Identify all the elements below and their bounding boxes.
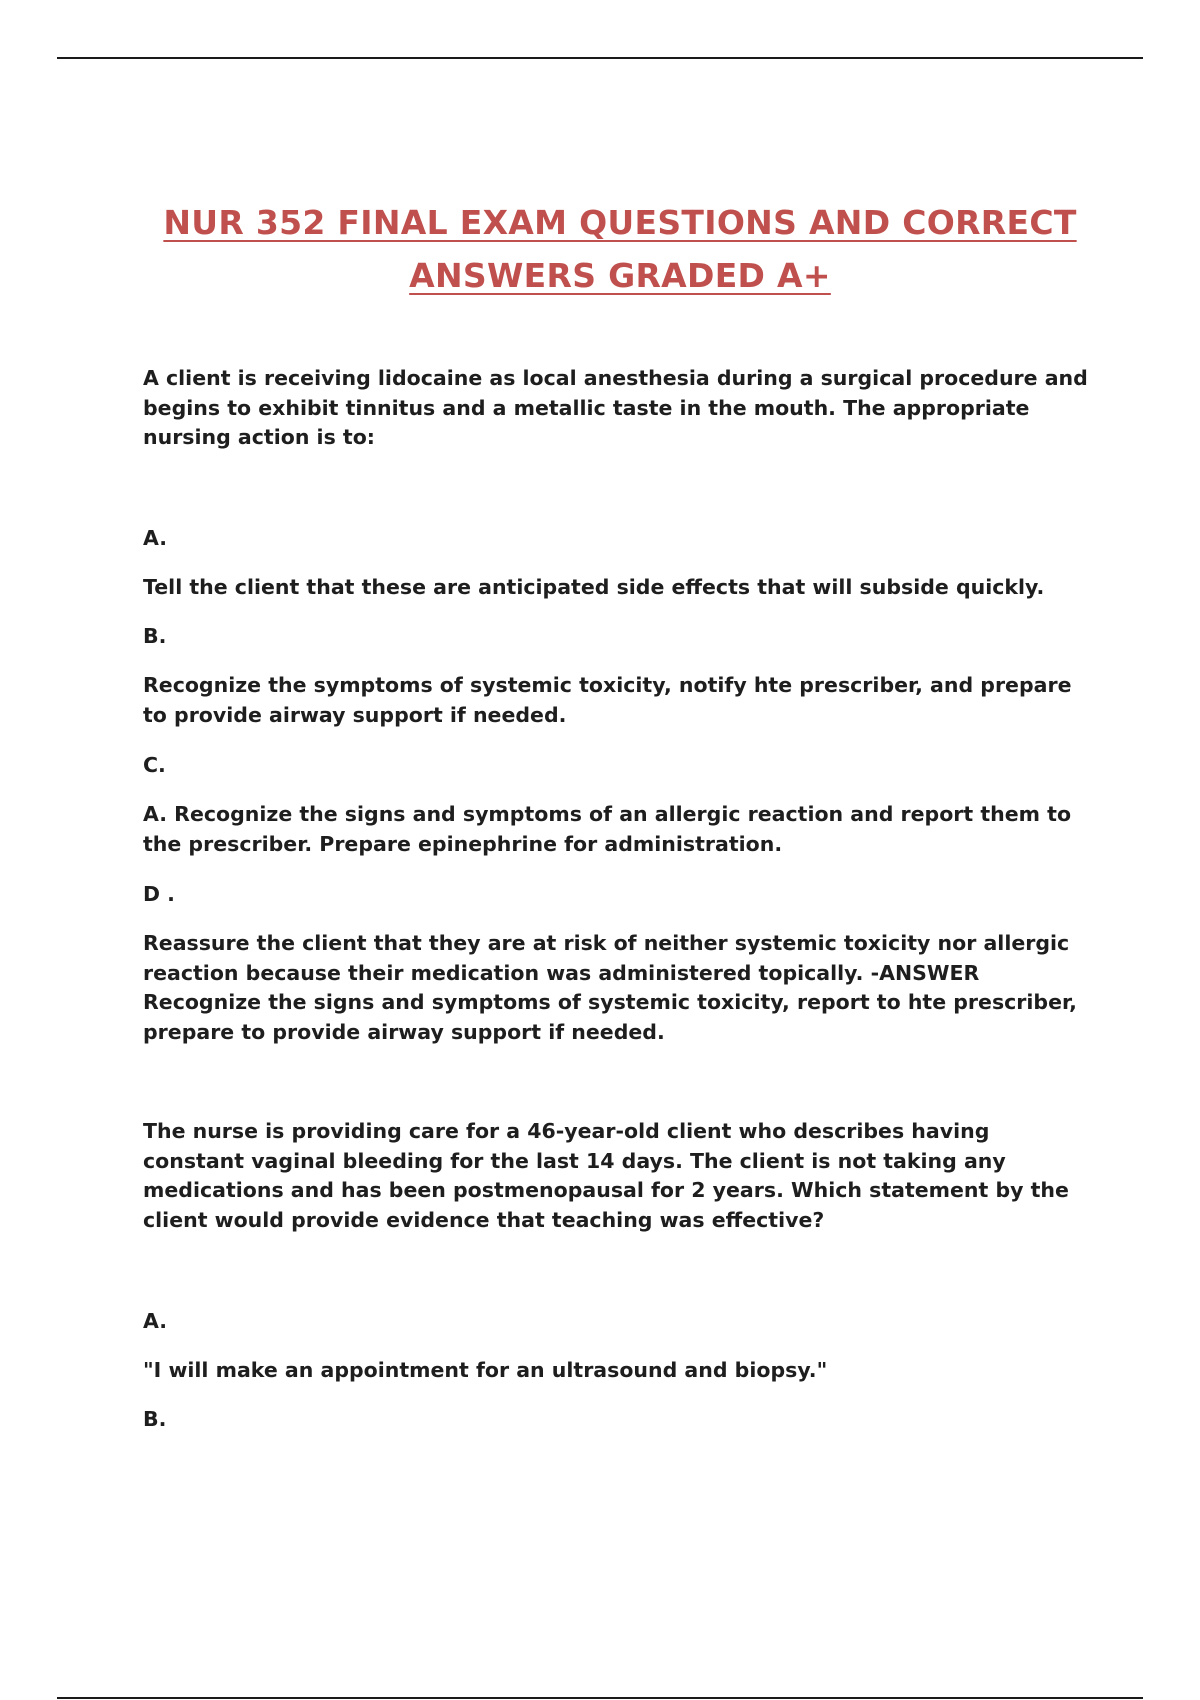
question-1-option-a: Tell the client that these are anticipated side effects that will subside quickly. (143, 575, 1045, 599)
question-1-option-b: Recognize the symptoms of systemic toxicity, notify hte prescriber, and prepare to provide airway support if needed. (143, 673, 1072, 727)
question-1-label-a: A. (143, 526, 168, 550)
question-1-label-d: D . (143, 882, 175, 906)
question-1-label-c: C. (143, 753, 166, 777)
question-2-label-b: B. (143, 1407, 167, 1431)
title-line-2: ANSWERS GRADED A+ (409, 256, 831, 295)
bottom-rule (57, 1697, 1143, 1699)
question-1-label-b: B. (143, 624, 167, 648)
question-2-label-a: A. (143, 1309, 168, 1333)
document-title (100, 196, 1140, 302)
question-1-stem: A client is receiving lidocaine as local anesthesia during a surgical procedure and begins to exhibit tinnitus and a metallic taste in the mouth. The appropriate nursing action is to: (143, 366, 1088, 449)
question-1-option-d: Reassure the client that they are at risk of neither systemic toxicity nor allergic reaction because their medication was administered topically. -ANSWER Recognize the signs and symptoms of systemic toxicity, report to hte prescriber, prepare to provide airway support if needed. (143, 931, 1077, 1044)
question-2-option-a: "I will make an appointment for an ultrasound and biopsy." (143, 1358, 828, 1382)
title-line-1: NUR 352 FINAL EXAM QUESTIONS AND CORRECT (163, 203, 1077, 242)
question-2-stem: The nurse is providing care for a 46-year-old client who describes having constant vaginal bleeding for the last 14 days. The client is not taking any medications and has been postmenopausal for 2 years. Which statement by the client would provide evidence that teaching was effective? (143, 1119, 1069, 1232)
question-1-option-c: A. Recognize the signs and symptoms of an allergic reaction and report them to the prescriber. Prepare epinephrine for administration. (143, 802, 1072, 856)
top-rule (57, 57, 1143, 59)
